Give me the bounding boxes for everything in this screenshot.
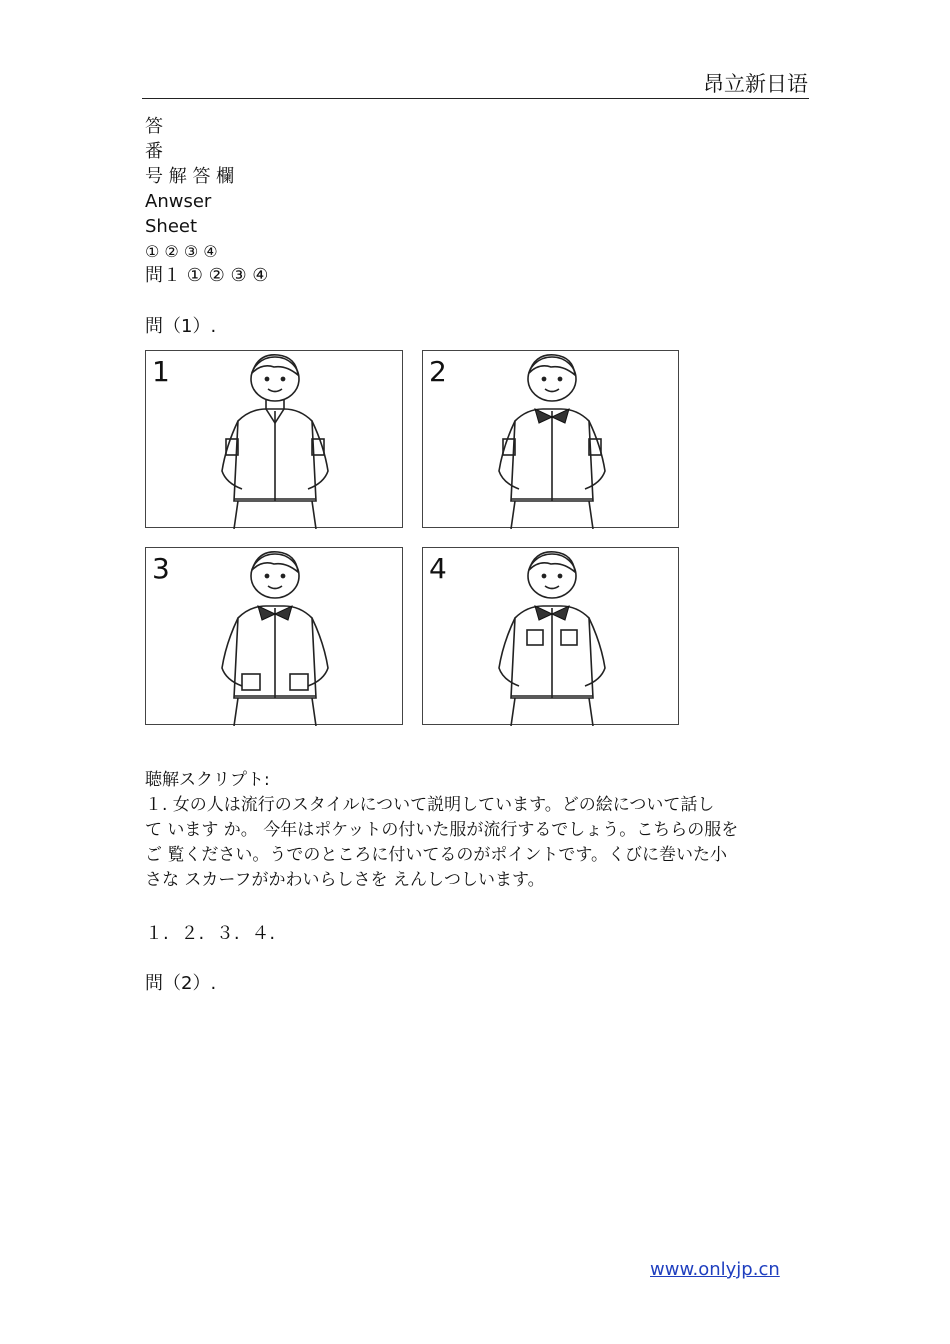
- woman-illustration-2: [423, 351, 680, 529]
- answer-options: １. ２. ３. ４.: [145, 923, 276, 944]
- illustration-panel-4: [422, 547, 679, 725]
- script-line-4: さな スカーフがかわいらしさを えんしつしいます。: [145, 870, 545, 890]
- woman-illustration-4: [423, 548, 680, 726]
- panel-number: 3: [152, 552, 170, 585]
- answer-sheet-line-1: 答: [145, 116, 163, 137]
- answer-sheet-line-5: Sheet: [145, 216, 198, 237]
- script-line-1: １. 女の人は流行のスタイルについて説明しています。どの絵について話し: [145, 795, 715, 815]
- script-heading: 聴解スクリプト:: [145, 770, 270, 790]
- woman-illustration-1: [146, 351, 404, 529]
- header-rule: [142, 98, 809, 99]
- q1-answer-row: 問１ ① ② ③ ④: [145, 265, 269, 286]
- illustration-panel-2: [422, 350, 679, 528]
- script-line-2: て います か。 今年はポケットの付いた服が流行するでしょう。こちらの服を: [145, 820, 739, 840]
- answer-sheet-line-2: 番: [145, 141, 163, 162]
- header-title: 昂立新日语: [703, 72, 808, 96]
- panel-number: 4: [429, 552, 447, 585]
- panel-number: 1: [152, 355, 170, 388]
- listening-script: [145, 768, 815, 893]
- website-link[interactable]: www.onlyjp.cn: [650, 1259, 780, 1280]
- illustration-panel-1: [145, 350, 403, 528]
- woman-illustration-3: [146, 548, 404, 726]
- question-2-label: 問（2）.: [145, 973, 217, 994]
- answer-sheet-line-3: 号 解 答 欄: [145, 166, 235, 187]
- answer-sheet-line-4: Anwser: [145, 191, 212, 212]
- question-1-label: 問（1）.: [145, 316, 217, 337]
- script-line-3: ご 覧ください。うでのところに付いてるのがポイントです。くびに巻いた小: [145, 845, 728, 865]
- choices-header: ① ② ③ ④: [145, 242, 218, 261]
- panel-number: 2: [429, 355, 447, 388]
- illustration-panel-3: [145, 547, 403, 725]
